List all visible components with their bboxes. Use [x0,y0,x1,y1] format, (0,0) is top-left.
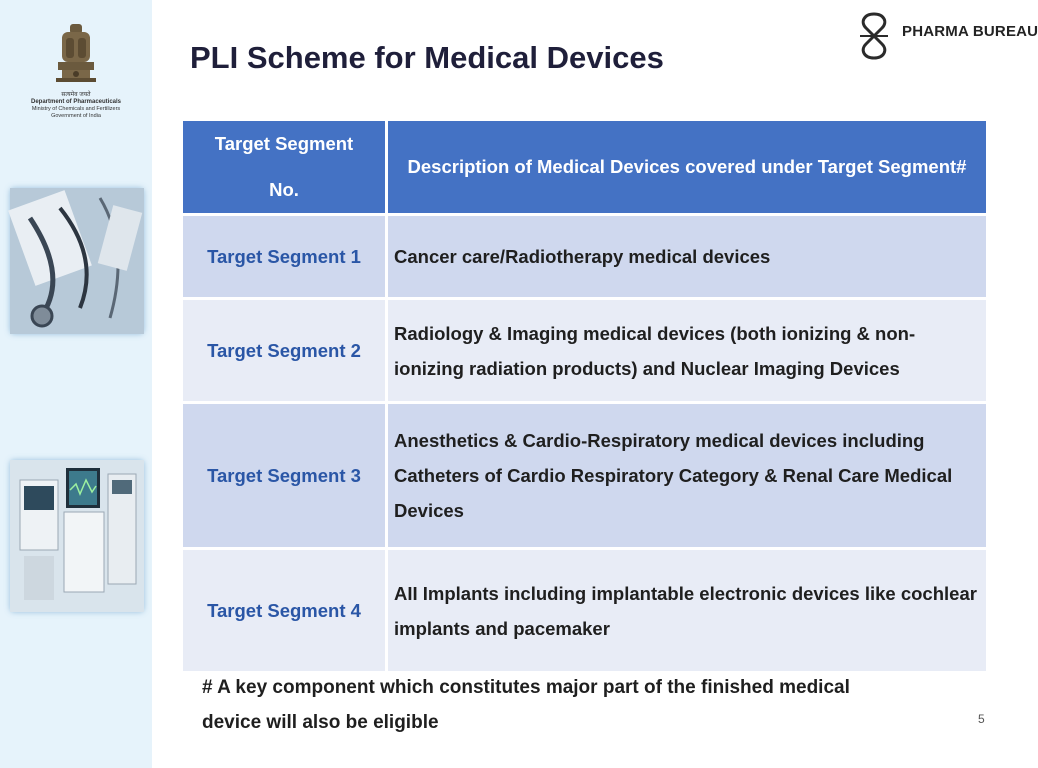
segment-cell: Target Segment 2 [182,299,387,403]
table-header-row [182,120,988,215]
page-number: 5 [978,712,985,726]
department-caption [20,92,132,120]
pharma-bureau-logo [856,10,1038,62]
segment-cell: Target Segment 4 [182,549,387,673]
table-row [182,299,988,403]
table-row [182,215,988,299]
medical-equipment-photo [10,460,144,612]
department-name: Department of Pharmaceuticals [30,99,122,105]
stethoscope-photo [10,188,144,334]
description-cell: Anesthetics & Cardio-Respiratory medical devices including Catheters of Cardio Respiratory Category & Renal Care Medical Devices [387,403,988,549]
pharma-bureau-icon [856,10,892,62]
government-name: Government of India [51,113,101,119]
ministry-name: Ministry of Chemicals and Fertilizers [31,106,121,112]
slide-title: PLI Scheme for Medical Devices [190,40,664,75]
brand-name: PHARMA BUREAU [902,23,1038,40]
emblem-motto: सत्यमेव जयते [61,92,91,98]
target-segment-table [180,118,989,674]
header-description: Description of Medical Devices covered under Target Segment# [387,120,988,215]
segment-cell: Target Segment 1 [182,215,387,299]
left-sidebar [0,0,152,768]
footnote: # A key component which constitutes major part of the finished medical device will also be eligible [202,677,850,733]
table-row [182,403,988,549]
header-segment-no: Target Segment No. [182,120,387,215]
description-cell: Radiology & Imaging medical devices (both ionizing & non-ionizing radiation products) and Nuclear Imaging Devices [387,299,988,403]
description-cell: Cancer care/Radiotherapy medical devices [387,215,988,299]
description-cell: AII Implants including implantable electronic devices like cochlear implants and pacemaker [387,549,988,673]
table-row [182,549,988,673]
segment-cell: Target Segment 3 [182,403,387,549]
